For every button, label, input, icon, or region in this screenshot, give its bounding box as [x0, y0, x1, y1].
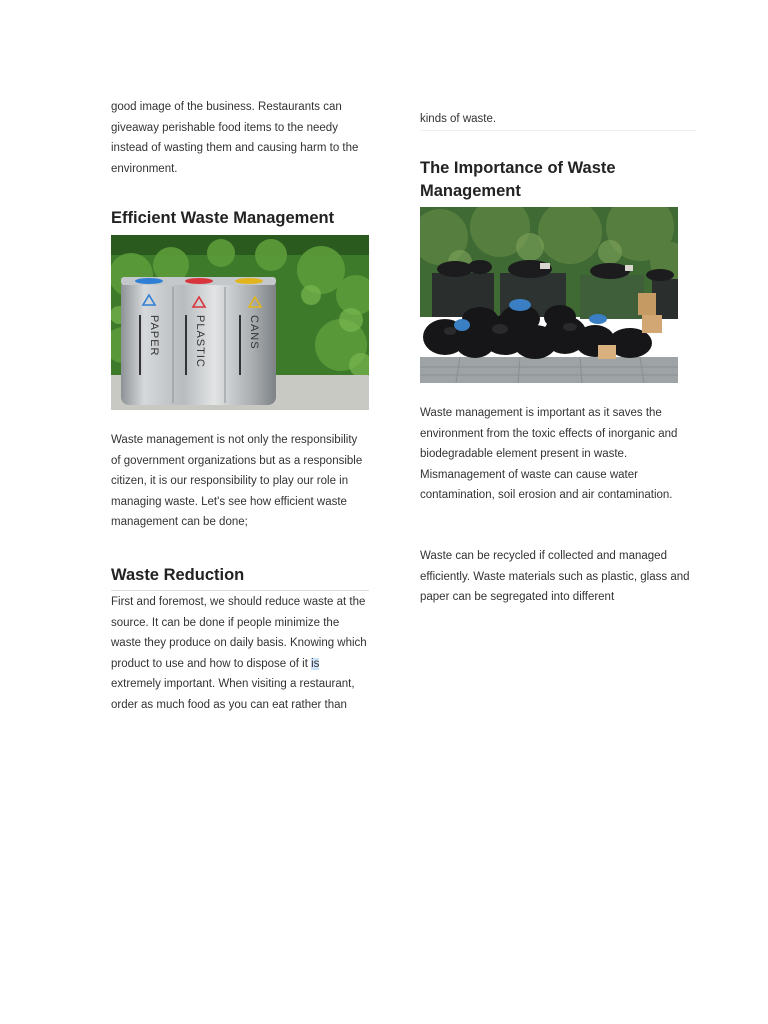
- recycling-paragraph: Waste can be recycled if collected and managed efficiently. Waste materials such as plastic, glass and paper can be segregated into different: [420, 550, 690, 603]
- recycling-bins-photo: [111, 235, 369, 410]
- intro-paragraph: good image of the business. Restaurants can giveaway perishable food items to the needy instead of wasting them and causing harm to the environment.: [111, 101, 359, 175]
- text-selection-highlight[interactable]: is: [311, 657, 320, 670]
- kinds-of-waste-paragraph: kinds of waste.: [420, 109, 696, 131]
- plastic-opening: [185, 278, 213, 284]
- importance-heading: The Importance of Waste Management: [420, 159, 616, 200]
- cans-opening: [235, 278, 263, 284]
- waste-reduction-heading: Waste Reduction: [111, 564, 369, 591]
- paper-label: PAPER: [148, 315, 160, 357]
- efficient-waste-paragraph: Waste management is not only the responsibility of government organizations but as a responsible citizen, it is our responsibility to play our role in managing waste. Let's see how efficient waste management can be done;: [111, 434, 363, 528]
- waste-reduction-paragraph: [111, 592, 369, 715]
- efficient-waste-heading: Efficient Waste Management: [111, 209, 335, 227]
- garbage-bags-photo: [420, 207, 678, 383]
- importance-paragraph: Waste management is important as it saves the environment from the toxic effects of inorganic and biodegradable element present in waste. Mismanagement of waste can cause water contamination, soil erosion and air contamination.: [420, 407, 678, 501]
- recycling-bins-illustration: [111, 235, 369, 410]
- garbage-bags-illustration: [420, 207, 678, 383]
- paper-opening: [135, 278, 163, 284]
- reduction-text-after: extremely important. When visiting a restaurant, order as much food as you can eat rather than: [111, 678, 355, 711]
- plastic-label: PLASTIC: [194, 315, 206, 368]
- cans-label: CANS: [248, 315, 260, 350]
- reduction-text-before: First and foremost, we should reduce waste at the source. It can be done if people minimize the waste they produce on daily basis. Knowing which product to use and how to dispose of it: [111, 596, 367, 670]
